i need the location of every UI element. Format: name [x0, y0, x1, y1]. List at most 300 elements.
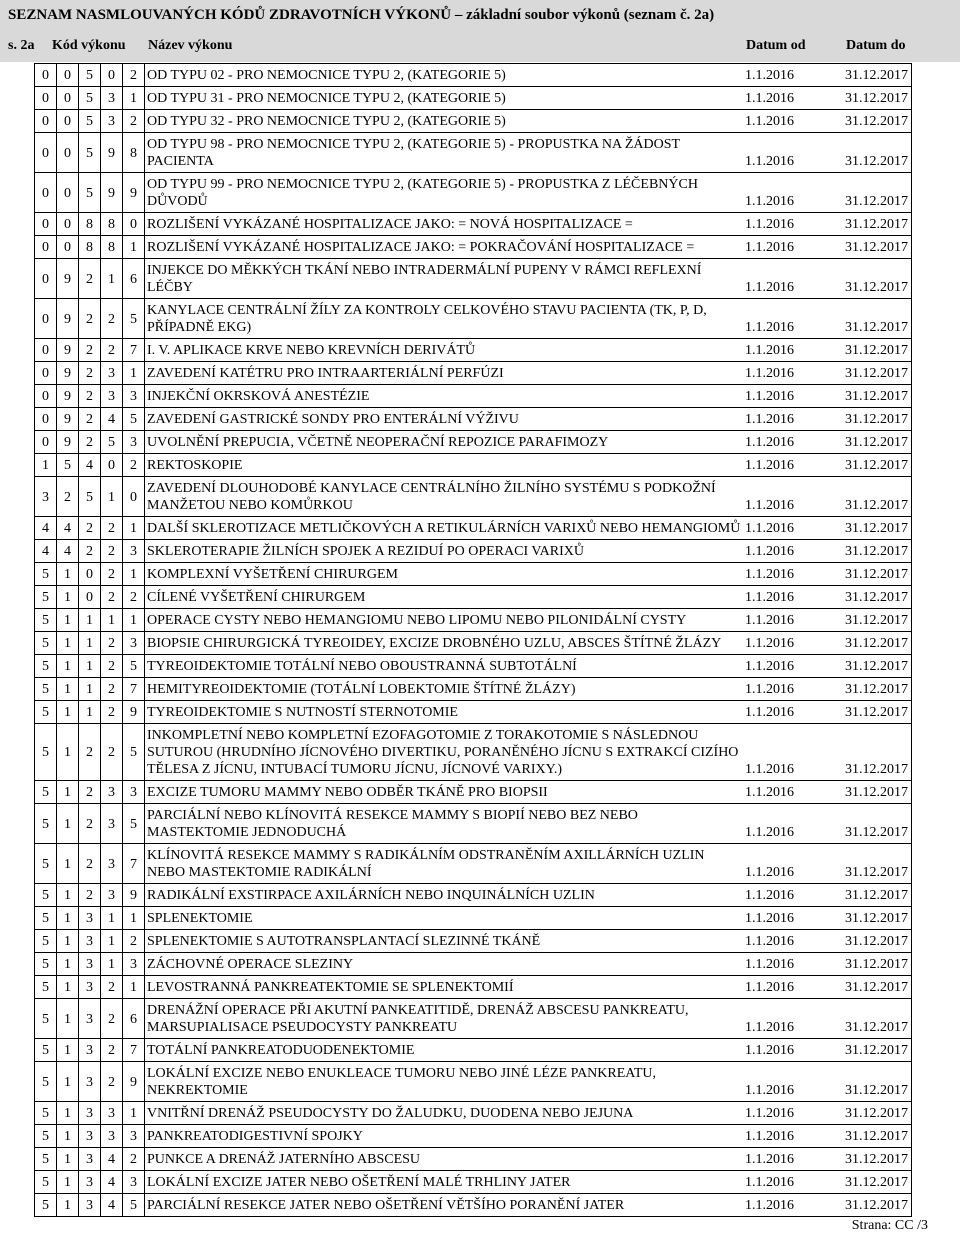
code-digit-4: 8 — [101, 213, 123, 236]
code-digit-2: 9 — [57, 431, 79, 454]
code-digit-3: 2 — [79, 362, 101, 385]
code-digit-5: 7 — [123, 844, 145, 884]
row-details-cell — [145, 133, 912, 173]
procedure-name: ROZLIŠENÍ VYKÁZANÉ HOSPITALIZACE JAKO: = NOVÁ HOSPITALIZACE = — [147, 217, 633, 232]
procedure-name: TYREOIDEKTOMIE TOTÁLNÍ NEBO OBOUSTRANNÁ SUBTOTÁLNÍ — [147, 659, 577, 674]
code-digit-4: 2 — [101, 999, 123, 1039]
date-to: 31.12.2017 — [845, 1020, 908, 1035]
code-digit-3: 2 — [79, 724, 101, 781]
row-details-cell — [145, 632, 912, 655]
date-to: 31.12.2017 — [845, 114, 908, 129]
code-digit-1: 5 — [35, 586, 57, 609]
procedure-name: OPERACE CYSTY NEBO HEMANGIOMU NEBO LIPOMU NEBO PILONIDÁLNÍ CYSTY — [147, 613, 687, 628]
code-digit-4: 3 — [101, 781, 123, 804]
date-to: 31.12.2017 — [845, 240, 908, 255]
date-to: 31.12.2017 — [845, 389, 908, 404]
code-digit-5: 1 — [123, 236, 145, 259]
table-row — [35, 408, 912, 431]
code-digit-1: 0 — [35, 87, 57, 110]
row-details-cell — [145, 655, 912, 678]
code-digit-1: 5 — [35, 1194, 57, 1217]
row-details-cell — [145, 362, 912, 385]
table-row — [35, 173, 912, 213]
code-digit-2: 0 — [57, 173, 79, 213]
date-from: 1.1.2016 — [745, 980, 794, 995]
date-from: 1.1.2016 — [745, 1129, 794, 1144]
table-row — [35, 517, 912, 540]
code-digit-3: 3 — [79, 1125, 101, 1148]
row-details-cell — [145, 431, 912, 454]
row-details-cell — [145, 907, 912, 930]
row-details-cell — [145, 586, 912, 609]
code-digit-2: 9 — [57, 362, 79, 385]
code-digit-4: 1 — [101, 259, 123, 299]
code-digit-1: 0 — [35, 173, 57, 213]
code-digit-3: 0 — [79, 586, 101, 609]
procedure-name: ZÁCHOVNÉ OPERACE SLEZINY — [147, 957, 354, 972]
procedure-name: I. V. APLIKACE KRVE NEBO KREVNÍCH DERIVÁTŮ — [147, 343, 476, 358]
code-digit-4: 3 — [101, 1102, 123, 1125]
code-digit-4: 2 — [101, 563, 123, 586]
procedure-name: VNITŘNÍ DRENÁŽ PSEUDOCYSTY DO ŽALUDKU, DUODENA NEBO JEJUNA — [147, 1106, 634, 1121]
procedure-name: INKOMPLETNÍ NEBO KOMPLETNÍ EZOFAGOTOMIE Z TORAKOTOMIE S NÁSLEDNOU SUTUROU (HRUDNÍHO JÍCNOVÉHO DIVERTIKU, PORANĚNÉHO JÍCNU S EXTRAKCÍ CIZÍHO TĚLESA Z JÍCNU, INTUBACÍ TUMORU JÍCNU, JÍCNOVÉ VARIXY.) — [147, 728, 739, 777]
code-digit-3: 5 — [79, 477, 101, 517]
row-details-cell — [145, 884, 912, 907]
code-digit-5: 9 — [123, 884, 145, 907]
date-from: 1.1.2016 — [745, 1106, 794, 1121]
code-digit-1: 5 — [35, 1148, 57, 1171]
procedure-name: LEVOSTRANNÁ PANKREATEKTOMIE SE SPLENEKTOMIÍ — [147, 980, 514, 995]
code-digit-3: 1 — [79, 632, 101, 655]
code-digit-1: 5 — [35, 1062, 57, 1102]
date-from: 1.1.2016 — [745, 682, 794, 697]
date-to: 31.12.2017 — [845, 590, 908, 605]
code-digit-2: 1 — [57, 678, 79, 701]
procedure-name: PARCIÁLNÍ NEBO KLÍNOVITÁ RESEKCE MAMMY S BIOPIÍ NEBO BEZ NEBO MASTEKTOMIE JEDNODUCHÁ — [147, 808, 638, 840]
code-digit-4: 2 — [101, 976, 123, 999]
code-digit-4: 1 — [101, 477, 123, 517]
table-row — [35, 609, 912, 632]
code-digit-1: 5 — [35, 678, 57, 701]
code-digit-2: 1 — [57, 976, 79, 999]
code-digit-1: 5 — [35, 781, 57, 804]
code-digit-5: 1 — [123, 1102, 145, 1125]
date-to: 31.12.2017 — [845, 865, 908, 880]
code-digit-1: 5 — [35, 930, 57, 953]
code-digit-3: 3 — [79, 1194, 101, 1217]
code-digit-3: 3 — [79, 953, 101, 976]
table-row — [35, 362, 912, 385]
row-details-cell — [145, 724, 912, 781]
code-digit-3: 5 — [79, 133, 101, 173]
table-row — [35, 477, 912, 517]
code-digit-5: 1 — [123, 362, 145, 385]
table-row — [35, 884, 912, 907]
table-row — [35, 655, 912, 678]
code-digit-2: 1 — [57, 953, 79, 976]
code-digit-1: 5 — [35, 976, 57, 999]
code-digit-1: 4 — [35, 540, 57, 563]
table-row — [35, 299, 912, 339]
row-details-cell — [145, 1102, 912, 1125]
code-digit-3: 3 — [79, 1102, 101, 1125]
date-from: 1.1.2016 — [745, 91, 794, 106]
code-digit-5: 2 — [123, 586, 145, 609]
code-digit-5: 7 — [123, 678, 145, 701]
code-digit-4: 9 — [101, 173, 123, 213]
code-digit-5: 5 — [123, 724, 145, 781]
code-digit-1: 5 — [35, 884, 57, 907]
date-to: 31.12.2017 — [845, 435, 908, 450]
code-digit-3: 1 — [79, 655, 101, 678]
date-to: 31.12.2017 — [845, 1106, 908, 1121]
code-digit-5: 7 — [123, 1039, 145, 1062]
code-digit-1: 0 — [35, 133, 57, 173]
code-digit-5: 3 — [123, 1171, 145, 1194]
code-digit-4: 3 — [101, 804, 123, 844]
code-digit-4: 0 — [101, 64, 123, 87]
code-digit-5: 3 — [123, 431, 145, 454]
row-details-cell — [145, 844, 912, 884]
code-digit-4: 2 — [101, 1039, 123, 1062]
code-digit-5: 2 — [123, 930, 145, 953]
code-digit-4: 4 — [101, 1148, 123, 1171]
code-digit-4: 1 — [101, 953, 123, 976]
date-to: 31.12.2017 — [845, 1129, 908, 1144]
code-digit-1: 0 — [35, 408, 57, 431]
code-digit-3: 2 — [79, 299, 101, 339]
code-digit-5: 3 — [123, 1125, 145, 1148]
row-details-cell — [145, 299, 912, 339]
procedure-name: PARCIÁLNÍ RESEKCE JATER NEBO OŠETŘENÍ VĚTŠÍHO PORANĚNÍ JATER — [147, 1198, 625, 1213]
code-digit-3: 2 — [79, 781, 101, 804]
row-details-cell — [145, 678, 912, 701]
code-digit-3: 5 — [79, 110, 101, 133]
date-to: 31.12.2017 — [845, 154, 908, 169]
code-digit-1: 0 — [35, 110, 57, 133]
code-digit-4: 3 — [101, 385, 123, 408]
code-digit-1: 1 — [35, 454, 57, 477]
code-digit-1: 5 — [35, 724, 57, 781]
code-digit-1: 3 — [35, 477, 57, 517]
code-digit-5: 2 — [123, 64, 145, 87]
table-row — [35, 563, 912, 586]
date-to: 31.12.2017 — [845, 217, 908, 232]
table-row — [35, 339, 912, 362]
code-digit-2: 5 — [57, 454, 79, 477]
page-footer: Strana: CC /3 — [851, 1218, 928, 1233]
date-from: 1.1.2016 — [745, 412, 794, 427]
date-to: 31.12.2017 — [845, 194, 908, 209]
code-digit-5: 5 — [123, 804, 145, 844]
code-digit-5: 9 — [123, 173, 145, 213]
table-row — [35, 586, 912, 609]
code-digit-3: 3 — [79, 976, 101, 999]
code-digit-5: 3 — [123, 540, 145, 563]
procedure-name: KOMPLEXNÍ VYŠETŘENÍ CHIRURGEM — [147, 567, 398, 582]
table-row — [35, 454, 912, 477]
date-to: 31.12.2017 — [845, 498, 908, 513]
code-digit-5: 8 — [123, 133, 145, 173]
table-row — [35, 213, 912, 236]
code-digit-3: 1 — [79, 678, 101, 701]
date-from: 1.1.2016 — [745, 636, 794, 651]
date-to: 31.12.2017 — [845, 682, 908, 697]
procedure-table-body — [35, 64, 912, 1217]
procedure-name: UVOLNĚNÍ PREPUCIA, VČETNĚ NEOPERAČNÍ REPOZICE PARAFIMOZY — [147, 435, 609, 450]
code-digit-5: 0 — [123, 477, 145, 517]
row-details-cell — [145, 259, 912, 299]
code-digit-5: 2 — [123, 454, 145, 477]
code-digit-4: 3 — [101, 1125, 123, 1148]
row-details-cell — [145, 173, 912, 213]
row-details-cell — [145, 953, 912, 976]
row-details-cell — [145, 408, 912, 431]
column-header-name: Název výkonu — [148, 38, 233, 53]
date-from: 1.1.2016 — [745, 659, 794, 674]
column-header-s2a: s. 2a — [8, 38, 35, 53]
table-row — [35, 907, 912, 930]
code-digit-3: 2 — [79, 884, 101, 907]
code-digit-5: 3 — [123, 953, 145, 976]
date-to: 31.12.2017 — [845, 957, 908, 972]
date-to: 31.12.2017 — [845, 1152, 908, 1167]
code-digit-4: 2 — [101, 632, 123, 655]
code-digit-4: 2 — [101, 701, 123, 724]
code-digit-4: 0 — [101, 454, 123, 477]
code-digit-1: 5 — [35, 804, 57, 844]
code-digit-3: 2 — [79, 339, 101, 362]
code-digit-1: 5 — [35, 1125, 57, 1148]
date-from: 1.1.2016 — [745, 68, 794, 83]
date-to: 31.12.2017 — [845, 888, 908, 903]
code-digit-2: 1 — [57, 804, 79, 844]
procedure-name: HEMITYREOIDEKTOMIE (TOTÁLNÍ LOBEKTOMIE ŠTÍTNÉ ŽLÁZY) — [147, 682, 576, 697]
procedure-name: DALŠÍ SKLEROTIZACE METLIČKOVÝCH A RETIKULÁRNÍCH VARIXŮ NEBO HEMANGIOMŮ — [147, 521, 741, 536]
date-from: 1.1.2016 — [745, 888, 794, 903]
table-row — [35, 804, 912, 844]
code-digit-2: 1 — [57, 781, 79, 804]
table-row — [35, 1102, 912, 1125]
date-from: 1.1.2016 — [745, 343, 794, 358]
code-digit-5: 9 — [123, 1062, 145, 1102]
procedure-name: REKTOSKOPIE — [147, 458, 243, 473]
header-bar — [0, 0, 960, 62]
date-to: 31.12.2017 — [845, 785, 908, 800]
code-digit-3: 2 — [79, 517, 101, 540]
code-digit-5: 9 — [123, 701, 145, 724]
code-digit-1: 0 — [35, 431, 57, 454]
code-digit-2: 1 — [57, 1171, 79, 1194]
code-digit-5: 5 — [123, 655, 145, 678]
date-from: 1.1.2016 — [745, 389, 794, 404]
date-to: 31.12.2017 — [845, 980, 908, 995]
date-to: 31.12.2017 — [845, 412, 908, 427]
code-digit-3: 2 — [79, 408, 101, 431]
procedure-name: ZAVEDENÍ GASTRICKÉ SONDY PRO ENTERÁLNÍ VÝŽIVU — [147, 412, 519, 427]
date-to: 31.12.2017 — [845, 825, 908, 840]
code-digit-3: 2 — [79, 385, 101, 408]
code-digit-4: 3 — [101, 884, 123, 907]
code-digit-3: 2 — [79, 259, 101, 299]
row-details-cell — [145, 1148, 912, 1171]
code-digit-2: 1 — [57, 999, 79, 1039]
code-digit-5: 5 — [123, 408, 145, 431]
code-digit-4: 2 — [101, 540, 123, 563]
code-digit-3: 1 — [79, 701, 101, 724]
procedure-name: LOKÁLNÍ EXCIZE NEBO ENUKLEACE TUMORU NEBO JINÉ LÉZE PANKREATU, NEKREKTOMIE — [147, 1066, 657, 1098]
code-digit-1: 5 — [35, 563, 57, 586]
procedure-name: PANKREATODIGESTIVNÍ SPOJKY — [147, 1129, 363, 1144]
code-digit-4: 1 — [101, 609, 123, 632]
code-digit-4: 2 — [101, 678, 123, 701]
table-row — [35, 1171, 912, 1194]
row-details-cell — [145, 1171, 912, 1194]
code-digit-1: 5 — [35, 701, 57, 724]
date-to: 31.12.2017 — [845, 91, 908, 106]
procedure-name: INJEKČNÍ OKRSKOVÁ ANESTÉZIE — [147, 389, 370, 404]
code-digit-2: 9 — [57, 259, 79, 299]
code-digit-1: 5 — [35, 632, 57, 655]
code-digit-3: 0 — [79, 563, 101, 586]
date-from: 1.1.2016 — [745, 762, 794, 777]
code-digit-2: 1 — [57, 701, 79, 724]
procedure-name: OD TYPU 02 - PRO NEMOCNICE TYPU 2, (KATEGORIE 5) — [147, 68, 506, 83]
procedure-name: INJEKCE DO MĚKKÝCH TKÁNÍ NEBO INTRADERMÁLNÍ PUPENY V RÁMCI REFLEXNÍ LÉČBY — [147, 263, 702, 295]
date-to: 31.12.2017 — [845, 521, 908, 536]
date-to: 31.12.2017 — [845, 343, 908, 358]
procedure-name: RADIKÁLNÍ EXSTIRPACE AXILÁRNÍCH NEBO INQUINÁLNÍCH UZLIN — [147, 888, 595, 903]
code-digit-3: 3 — [79, 930, 101, 953]
code-digit-4: 2 — [101, 299, 123, 339]
date-from: 1.1.2016 — [745, 934, 794, 949]
code-digit-1: 0 — [35, 259, 57, 299]
table-row — [35, 431, 912, 454]
procedure-name: SPLENEKTOMIE S AUTOTRANSPLANTACÍ SLEZINNÉ TKÁNĚ — [147, 934, 541, 949]
date-from: 1.1.2016 — [745, 865, 794, 880]
date-to: 31.12.2017 — [845, 280, 908, 295]
date-from: 1.1.2016 — [745, 567, 794, 582]
table-row — [35, 236, 912, 259]
table-row — [35, 1062, 912, 1102]
table-row — [35, 540, 912, 563]
table-row — [35, 87, 912, 110]
code-digit-1: 5 — [35, 609, 57, 632]
date-from: 1.1.2016 — [745, 825, 794, 840]
code-digit-4: 3 — [101, 110, 123, 133]
code-digit-2: 1 — [57, 1148, 79, 1171]
date-from: 1.1.2016 — [745, 114, 794, 129]
code-digit-1: 5 — [35, 907, 57, 930]
table-row — [35, 976, 912, 999]
code-digit-5: 5 — [123, 299, 145, 339]
date-to: 31.12.2017 — [845, 762, 908, 777]
date-to: 31.12.2017 — [845, 320, 908, 335]
date-from: 1.1.2016 — [745, 280, 794, 295]
code-digit-5: 6 — [123, 259, 145, 299]
table-row — [35, 781, 912, 804]
code-digit-3: 2 — [79, 540, 101, 563]
row-details-cell — [145, 64, 912, 87]
code-digit-4: 1 — [101, 907, 123, 930]
code-digit-1: 5 — [35, 953, 57, 976]
procedure-name: SPLENEKTOMIE — [147, 911, 253, 926]
code-digit-2: 1 — [57, 1102, 79, 1125]
row-details-cell — [145, 609, 912, 632]
row-details-cell — [145, 781, 912, 804]
procedure-name: TOTÁLNÍ PANKREATODUODENEKTOMIE — [147, 1043, 415, 1058]
date-from: 1.1.2016 — [745, 521, 794, 536]
code-digit-3: 2 — [79, 844, 101, 884]
table-row — [35, 844, 912, 884]
date-to: 31.12.2017 — [845, 613, 908, 628]
code-digit-3: 8 — [79, 236, 101, 259]
table-row — [35, 930, 912, 953]
code-digit-4: 2 — [101, 655, 123, 678]
column-header-code: Kód výkonu — [52, 38, 126, 53]
code-digit-4: 2 — [101, 1062, 123, 1102]
document-title: SEZNAM NASMLOUVANÝCH KÓDŮ ZDRAVOTNÍCH VÝKONŮ – základní soubor výkonů (seznam č. 2a) — [8, 7, 715, 23]
table-row — [35, 1039, 912, 1062]
code-digit-4: 2 — [101, 339, 123, 362]
procedure-name: OD TYPU 31 - PRO NEMOCNICE TYPU 2, (KATEGORIE 5) — [147, 91, 506, 106]
code-digit-4: 2 — [101, 517, 123, 540]
code-digit-2: 0 — [57, 213, 79, 236]
row-details-cell — [145, 1062, 912, 1102]
code-digit-2: 4 — [57, 517, 79, 540]
code-digit-5: 1 — [123, 609, 145, 632]
code-digit-2: 1 — [57, 907, 79, 930]
date-from: 1.1.2016 — [745, 705, 794, 720]
procedure-name: OD TYPU 32 - PRO NEMOCNICE TYPU 2, (KATEGORIE 5) — [147, 114, 506, 129]
code-digit-3: 3 — [79, 999, 101, 1039]
code-digit-2: 9 — [57, 339, 79, 362]
code-digit-1: 5 — [35, 1171, 57, 1194]
code-digit-2: 4 — [57, 540, 79, 563]
date-to: 31.12.2017 — [845, 68, 908, 83]
code-digit-4: 9 — [101, 133, 123, 173]
row-details-cell — [145, 976, 912, 999]
procedure-name: EXCIZE TUMORU MAMMY NEBO ODBĚR TKÁNĚ PRO BIOPSII — [147, 785, 548, 800]
code-digit-2: 1 — [57, 1039, 79, 1062]
code-digit-3: 5 — [79, 87, 101, 110]
date-from: 1.1.2016 — [745, 240, 794, 255]
date-to: 31.12.2017 — [845, 366, 908, 381]
date-from: 1.1.2016 — [745, 217, 794, 232]
code-digit-2: 1 — [57, 884, 79, 907]
code-digit-5: 3 — [123, 781, 145, 804]
table-row — [35, 632, 912, 655]
date-from: 1.1.2016 — [745, 957, 794, 972]
code-digit-5: 3 — [123, 632, 145, 655]
code-digit-4: 8 — [101, 236, 123, 259]
date-from: 1.1.2016 — [745, 544, 794, 559]
procedure-name: PUNKCE A DRENÁŽ JATERNÍHO ABSCESU — [147, 1152, 421, 1167]
date-to: 31.12.2017 — [845, 636, 908, 651]
table-row — [35, 999, 912, 1039]
code-digit-2: 1 — [57, 563, 79, 586]
procedure-name: KANYLACE CENTRÁLNÍ ŽÍLY ZA KONTROLY CELKOVÉHO STAVU PACIENTA (TK, P, D, PŘÍPADNĚ EKG) — [147, 303, 707, 335]
code-digit-3: 5 — [79, 64, 101, 87]
table-row — [35, 259, 912, 299]
code-digit-1: 0 — [35, 299, 57, 339]
row-details-cell — [145, 1194, 912, 1217]
code-digit-1: 5 — [35, 999, 57, 1039]
code-digit-1: 0 — [35, 64, 57, 87]
procedure-name: BIOPSIE CHIRURGICKÁ TYREOIDEY, EXCIZE DROBNÉHO UZLU, ABSCES ŠTÍTNÉ ŽLÁZY — [147, 636, 722, 651]
code-digit-2: 0 — [57, 133, 79, 173]
row-details-cell — [145, 339, 912, 362]
